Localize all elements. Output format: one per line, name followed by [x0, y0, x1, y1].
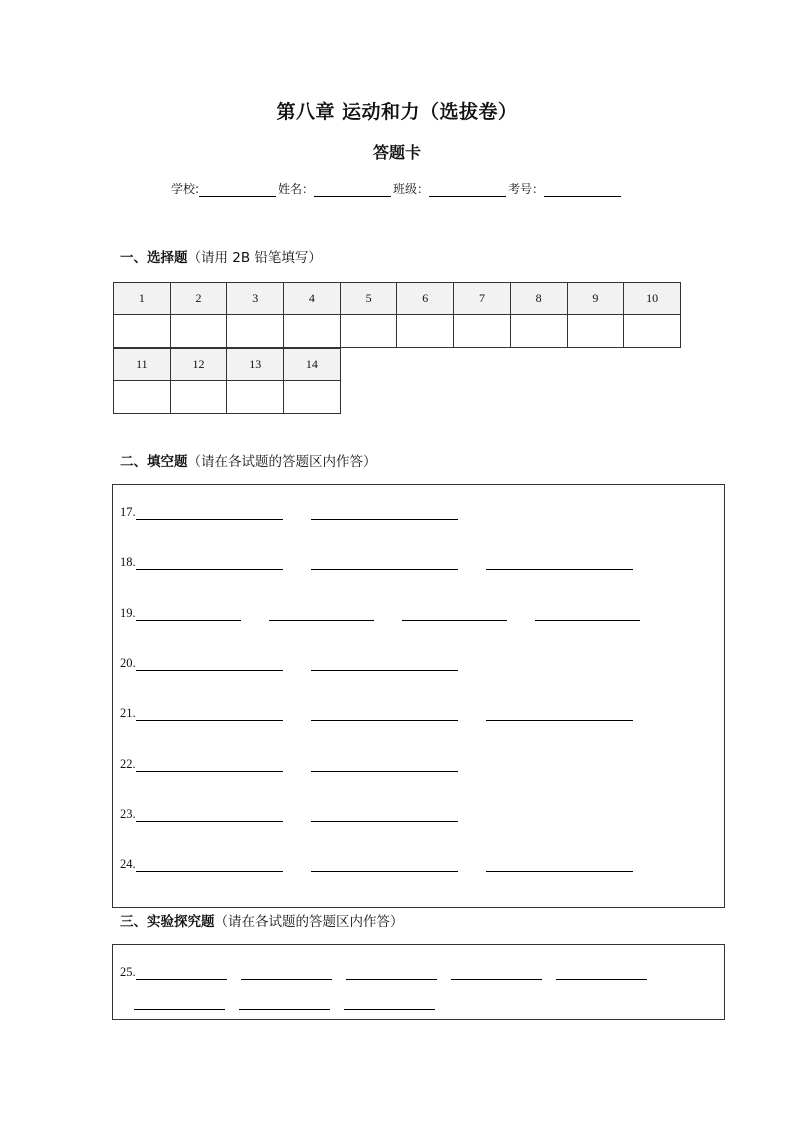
choice-table-row2: [113, 348, 341, 414]
question-22: [120, 757, 458, 772]
exam-no-label: 考号：: [508, 182, 545, 196]
answer-blank[interactable]: [535, 619, 640, 621]
question-number: 19.: [120, 606, 136, 620]
choice-number: 10: [624, 283, 681, 315]
section3-title: 三、实验探究题: [120, 914, 215, 930]
answer-blank[interactable]: [346, 978, 437, 980]
answer-blank[interactable]: [136, 719, 283, 721]
answer-blank[interactable]: [486, 870, 633, 872]
answer-cell[interactable]: [284, 315, 341, 348]
answer-blank[interactable]: [311, 518, 458, 520]
section1-title: 一、选择题: [120, 250, 188, 266]
answer-blank[interactable]: [311, 568, 458, 570]
question-number: 17.: [120, 505, 136, 519]
question-25-continued: [134, 1008, 435, 1010]
question-number: 22.: [120, 757, 136, 771]
question-number: 21.: [120, 706, 136, 720]
question-number: 18.: [120, 555, 136, 569]
answer-blank[interactable]: [136, 870, 283, 872]
question-19: [120, 606, 640, 621]
answer-cell[interactable]: [284, 381, 341, 414]
class-label: 班级：: [393, 182, 430, 196]
name-label: 姓名：: [278, 182, 315, 196]
answer-cell[interactable]: [567, 315, 624, 348]
choice-number: 2: [170, 283, 227, 315]
choice-table-row1: [113, 282, 681, 348]
choice-number: 3: [227, 283, 284, 315]
section1-note: （请用 2B 铅笔填写）: [187, 250, 322, 266]
answer-cell[interactable]: [510, 315, 567, 348]
question-24: [120, 857, 633, 872]
answer-blank[interactable]: [136, 518, 283, 520]
choice-number: 7: [454, 283, 511, 315]
answer-blank[interactable]: [136, 820, 283, 822]
page-title: 第八章 运动和力（选拔卷）: [276, 101, 518, 123]
choice-number: 1: [114, 283, 171, 315]
question-number: 24.: [120, 857, 136, 871]
class-field[interactable]: [429, 182, 506, 197]
choice-number: 9: [567, 283, 624, 315]
question-17: [120, 505, 458, 520]
question-20: [120, 656, 458, 671]
choice-number: 12: [170, 349, 227, 381]
section3-note: （请在各试题的答题区内作答）: [214, 914, 404, 930]
choice-number: 8: [510, 283, 567, 315]
answer-cell[interactable]: [624, 315, 681, 348]
school-field[interactable]: [199, 182, 276, 197]
answer-blank[interactable]: [556, 978, 647, 980]
answer-cell[interactable]: [340, 315, 397, 348]
answer-cell[interactable]: [114, 315, 171, 348]
answer-blank[interactable]: [136, 619, 241, 621]
answer-blank[interactable]: [486, 719, 633, 721]
answer-cell[interactable]: [454, 315, 511, 348]
answer-blank[interactable]: [311, 870, 458, 872]
choice-number: 13: [227, 349, 284, 381]
answer-blank[interactable]: [134, 1008, 225, 1010]
answer-blank[interactable]: [311, 820, 458, 822]
page-subtitle: 答题卡: [372, 143, 421, 162]
choice-number: 6: [397, 283, 454, 315]
question-18: [120, 555, 633, 570]
answer-blank[interactable]: [136, 770, 283, 772]
choice-number: 14: [284, 349, 341, 381]
choice-number: 11: [114, 349, 171, 381]
answer-blank[interactable]: [451, 978, 542, 980]
section2-note: （请在各试题的答题区内作答）: [187, 454, 377, 470]
answer-cell[interactable]: [227, 381, 284, 414]
answer-blank[interactable]: [486, 568, 633, 570]
answer-blank[interactable]: [311, 719, 458, 721]
answer-cell[interactable]: [397, 315, 454, 348]
exam-no-field[interactable]: [544, 182, 621, 197]
answer-blank[interactable]: [239, 1008, 330, 1010]
answer-cell[interactable]: [170, 315, 227, 348]
section2-heading: [120, 450, 377, 470]
question-25: [120, 965, 647, 980]
question-21: [120, 706, 633, 721]
fill-blank-box: [112, 484, 725, 908]
answer-blank[interactable]: [344, 1008, 435, 1010]
question-23: [120, 807, 458, 822]
answer-blank[interactable]: [311, 669, 458, 671]
answer-cell[interactable]: [114, 381, 171, 414]
section2-title: 二、填空题: [120, 454, 188, 470]
student-info-row: [0, 180, 794, 197]
answer-cell[interactable]: [227, 315, 284, 348]
answer-cell[interactable]: [170, 381, 227, 414]
school-label: 学校:: [170, 182, 199, 196]
question-number: 23.: [120, 807, 136, 821]
question-number: 20.: [120, 656, 136, 670]
answer-blank[interactable]: [241, 978, 332, 980]
name-field[interactable]: [314, 182, 391, 197]
answer-blank[interactable]: [311, 770, 458, 772]
section1-heading: [120, 246, 322, 266]
answer-blank[interactable]: [136, 669, 283, 671]
question-number: 25.: [120, 965, 136, 979]
section3-heading: [120, 910, 404, 930]
answer-blank[interactable]: [402, 619, 507, 621]
answer-blank[interactable]: [136, 978, 227, 980]
answer-blank[interactable]: [269, 619, 374, 621]
choice-number: 5: [340, 283, 397, 315]
choice-number: 4: [284, 283, 341, 315]
answer-blank[interactable]: [136, 568, 283, 570]
